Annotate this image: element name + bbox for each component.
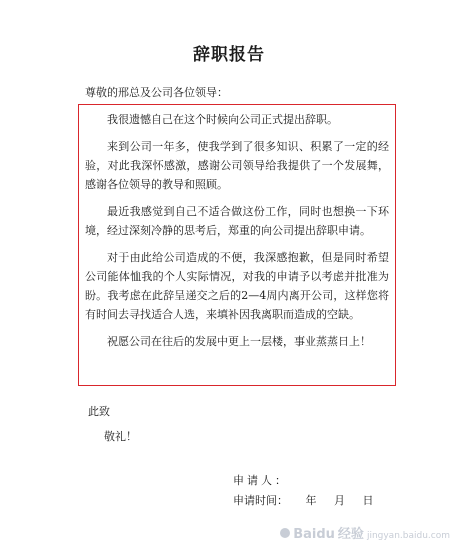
- closing-phrase: 此致: [88, 405, 110, 418]
- paragraph-4: 对于由此给公司造成的不便，我深感抱歉，但是同时希望公司能体恤我的个人实际情况，对我的申请予以考虑并批准为盼。我考虑在此辞呈递交之后的2—4周内离开公司，这样您将有时间去寻找适合人选，来填补因我离职而造成的空缺。: [85, 251, 389, 321]
- baidu-watermark: [280, 523, 450, 542]
- date-month: 月: [334, 494, 345, 507]
- watermark-brand: Baidu: [293, 527, 335, 542]
- application-date: [233, 492, 374, 508]
- regards-phrase: 敬礼！: [104, 430, 137, 443]
- paragraph-3: 最近我感觉到自己不适合做这份工作，同时也想换一下环境，经过深刻冷静的思考后，郑重的向公司提出辞职申请。: [85, 205, 389, 237]
- paragraph-2: 来到公司一年多，使我学到了很多知识、积累了一定的经验，对此我深怀感激，感谢公司领导给我提供了一个发展舞，感谢各位领导的教导和照顾。: [85, 140, 389, 191]
- watermark-brand-cn: 经验: [337, 527, 364, 542]
- date-year: 年: [305, 494, 317, 507]
- paragraph-5: 祝愿公司在往后的发展中更上一层楼，事业蒸蒸日上！: [107, 335, 371, 348]
- applicant-label: 申请人：: [233, 474, 289, 487]
- date-label: 申请时间：: [233, 494, 288, 507]
- watermark-domain: jingyan.baidu.com: [366, 531, 450, 541]
- salutation: 尊敬的邢总及公司各位领导：: [85, 86, 228, 99]
- baidu-paw-icon: [280, 528, 290, 538]
- letter-body: [85, 110, 389, 351]
- document-title: 辞职报告: [193, 45, 265, 65]
- date-day: 日: [362, 494, 374, 507]
- paragraph-1: 我很遗憾自己在这个时候向公司正式提出辞职。: [107, 113, 338, 126]
